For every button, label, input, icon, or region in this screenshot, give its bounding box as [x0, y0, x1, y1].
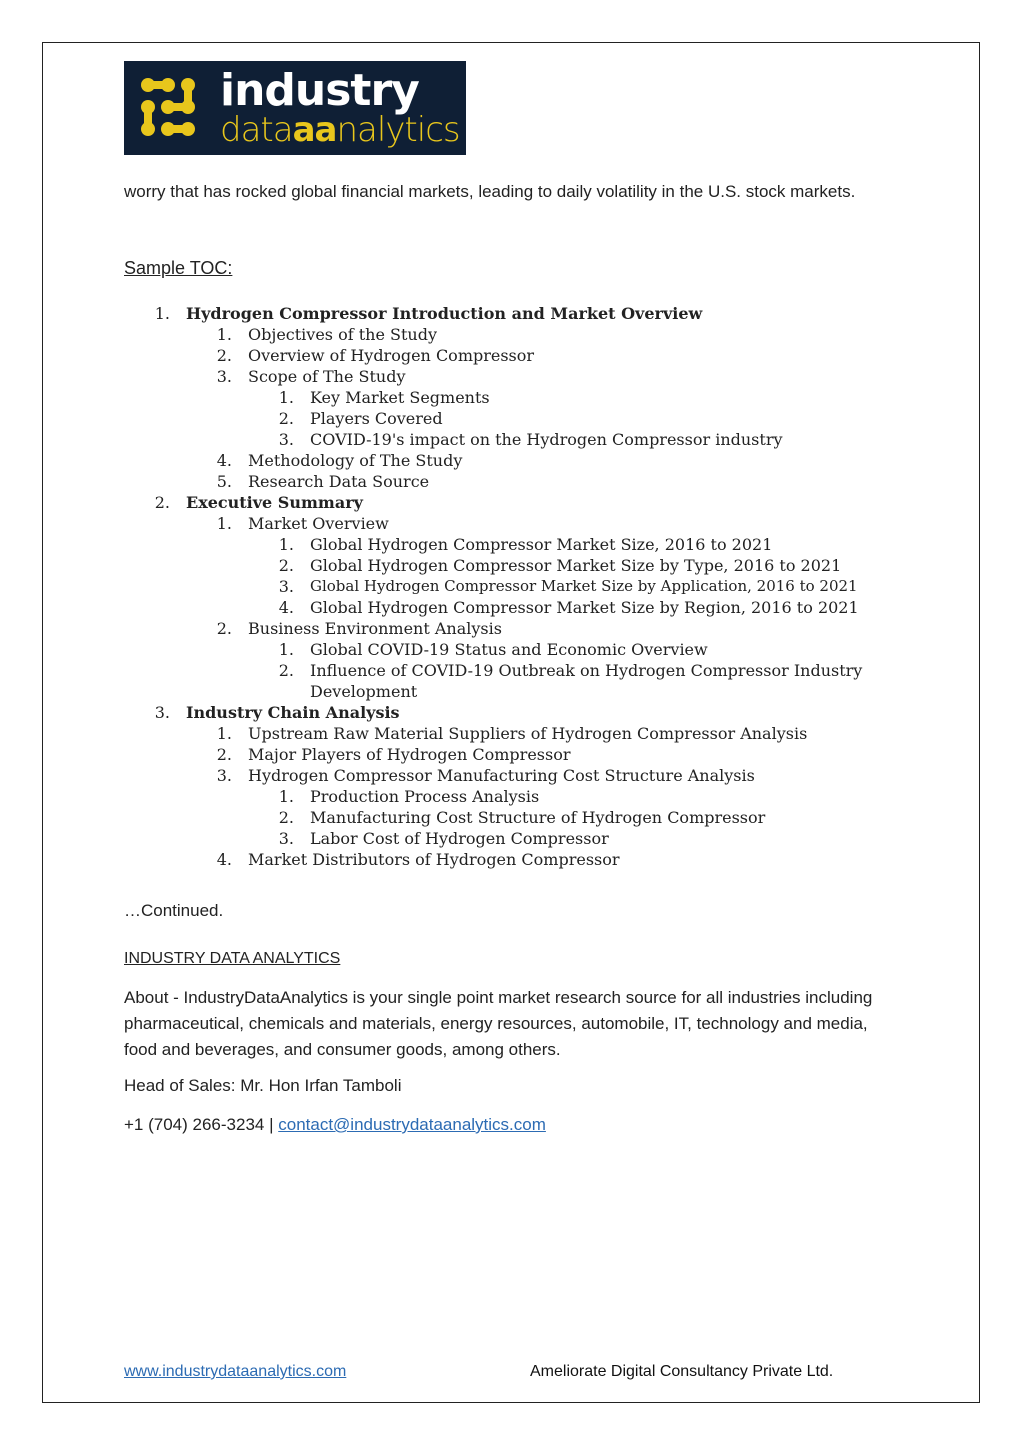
continued-text: …Continued.	[124, 901, 224, 920]
logo-word-industry: industry	[220, 65, 419, 116]
logo-dots-icon	[124, 61, 214, 155]
about-paragraph: About - IndustryDataAnalytics is your single point market research source for all industries including pharmaceutical, chemicals and materials, energy resources, automobile, IT, technology and media, food and beverages, and consumer goods, among others.	[124, 988, 873, 1059]
phone-number: +1 (704) 266-3234 |	[124, 1115, 279, 1134]
email-link[interactable]: contact@industrydataanalytics.com	[278, 1115, 546, 1134]
footer-company: Ameliorate Digital Consultancy Private Ltd.	[530, 1363, 834, 1380]
contact-line	[124, 1112, 884, 1138]
company-logo	[124, 61, 466, 155]
logo-word-dataanalytics: dataaanalytics	[220, 110, 460, 150]
toc-heading: Sample TOC:	[124, 258, 233, 278]
footer-website-link[interactable]: www.industrydataanalytics.com	[124, 1363, 347, 1380]
head-of-sales: Head of Sales: Mr. Hon Irfan Tamboli	[124, 1076, 402, 1095]
company-heading: INDUSTRY DATA ANALYTICS	[124, 950, 341, 967]
intro-paragraph: worry that has rocked global financial markets, leading to daily volatility in the U.S. stock markets.	[124, 182, 856, 201]
